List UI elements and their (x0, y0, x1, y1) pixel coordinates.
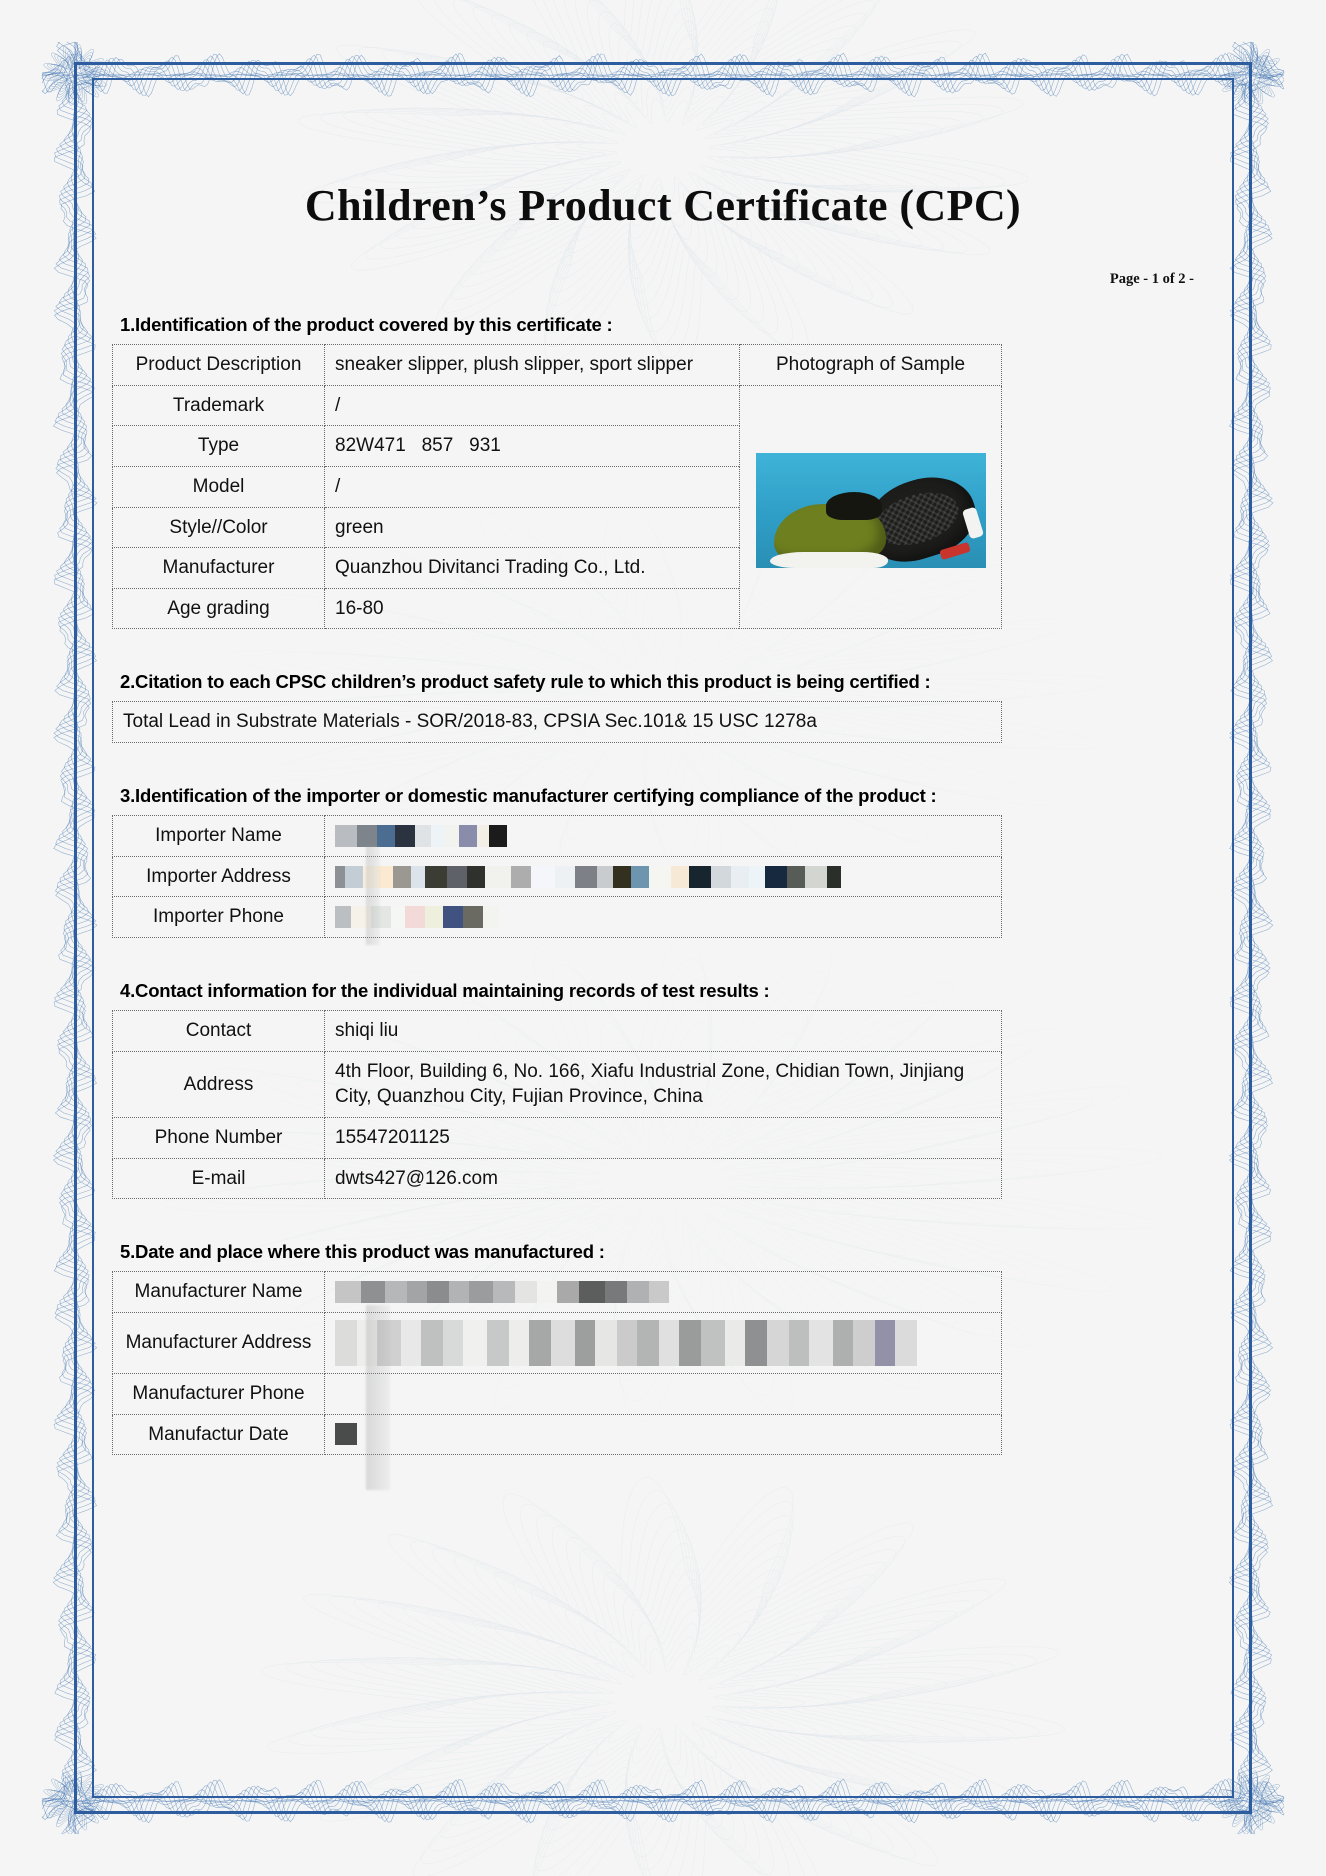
redaction-importer-phone (335, 906, 991, 928)
row-label: Manufactur Date (113, 1414, 325, 1455)
records-contact-table (112, 1010, 1002, 1199)
row-label: Style//Color (113, 507, 325, 548)
row-value: / (325, 385, 740, 426)
row-label: E-mail (113, 1158, 325, 1199)
table-row (113, 897, 1002, 938)
redaction-importer-address (335, 866, 991, 888)
sample-photo-cell (740, 385, 1002, 629)
photograph-of-sample-header: Photograph of Sample (740, 345, 1002, 386)
importer-identification-table (112, 815, 1002, 938)
row-value-redacted (325, 856, 1002, 897)
table-row (113, 1272, 1002, 1313)
row-label: Manufacturer Phone (113, 1373, 325, 1414)
table-row (113, 1312, 1002, 1373)
row-value-redacted (325, 816, 1002, 857)
row-label: Importer Phone (113, 897, 325, 938)
redaction-manufactur-date (335, 1423, 991, 1445)
row-value: 15547201125 (325, 1117, 1002, 1158)
redaction-manufacturer-address (335, 1320, 991, 1366)
redaction-importer-name (335, 825, 991, 847)
row-label: Manufacturer Name (113, 1272, 325, 1313)
row-value: / (325, 466, 740, 507)
section-4-heading: 4.Contact information for the individual maintaining records of test results : (120, 980, 770, 1002)
product-identification-table (112, 344, 1002, 629)
table-row (113, 816, 1002, 857)
table-row (113, 1117, 1002, 1158)
row-value: 4th Floor, Building 6, No. 166, Xiafu Industrial Zone, Chidian Town, Jinjiang City, Quanzhou City, Fujian Province, China (325, 1051, 1002, 1117)
row-value: sneaker slipper, plush slipper, sport slipper (325, 345, 740, 386)
row-label: Phone Number (113, 1117, 325, 1158)
row-label: Trademark (113, 385, 325, 426)
table-row (113, 1373, 1002, 1414)
table-row (113, 702, 1002, 743)
row-value: 82W471 857 931 (325, 426, 740, 467)
citation-value: Total Lead in Substrate Materials - SOR/2018-83, CPSIA Sec.101& 15 USC 1278a (113, 702, 1002, 743)
row-label: Contact (113, 1011, 325, 1052)
row-label: Manufacturer (113, 548, 325, 589)
shoe-collar (826, 492, 882, 520)
certificate-body (110, 100, 1216, 1776)
row-value: 16-80 (325, 588, 740, 629)
row-value-redacted (325, 897, 1002, 938)
table-row (113, 1051, 1002, 1117)
row-label: Model (113, 466, 325, 507)
row-value: Quanzhou Divitanci Trading Co., Ltd. (325, 548, 740, 589)
row-value: green (325, 507, 740, 548)
section-2-heading: 2.Citation to each CPSC children’s product safety rule to which this product is being certified : (120, 671, 931, 693)
redaction-manufacturer-phone (335, 1383, 991, 1405)
row-value-redacted (325, 1272, 1002, 1313)
row-value: shiqi liu (325, 1011, 1002, 1052)
row-label: Age grading (113, 588, 325, 629)
table-row (113, 345, 1002, 386)
table-row (113, 1158, 1002, 1199)
page-number: Page - 1 of 2 - (1109, 271, 1194, 287)
row-label: Importer Address (113, 856, 325, 897)
table-row (113, 385, 1002, 426)
row-label: Type (113, 426, 325, 467)
row-value-redacted (325, 1373, 1002, 1414)
table-row (113, 856, 1002, 897)
table-row (113, 1011, 1002, 1052)
row-value-redacted (325, 1312, 1002, 1373)
safety-rule-citation-table (112, 701, 1002, 743)
product-photo (756, 453, 986, 568)
row-value: dwts427@126.com (325, 1158, 1002, 1199)
redaction-manufacturer-name (335, 1281, 991, 1303)
table-row (113, 1414, 1002, 1455)
row-label: Manufacturer Address (113, 1312, 325, 1373)
row-value-redacted (325, 1414, 1002, 1455)
page-title: Children’s Product Certificate (CPC) (304, 181, 1022, 230)
section-3-heading: 3.Identification of the importer or domestic manufacturer certifying compliance of the product : (120, 785, 937, 807)
row-label: Importer Name (113, 816, 325, 857)
row-label: Product Description (113, 345, 325, 386)
row-label: Address (113, 1051, 325, 1117)
section-1-heading: 1.Identification of the product covered by this certificate : (120, 314, 613, 335)
section-5-heading: 5.Date and place where this product was manufactured : (120, 1241, 605, 1263)
manufacture-date-place-table (112, 1271, 1002, 1455)
